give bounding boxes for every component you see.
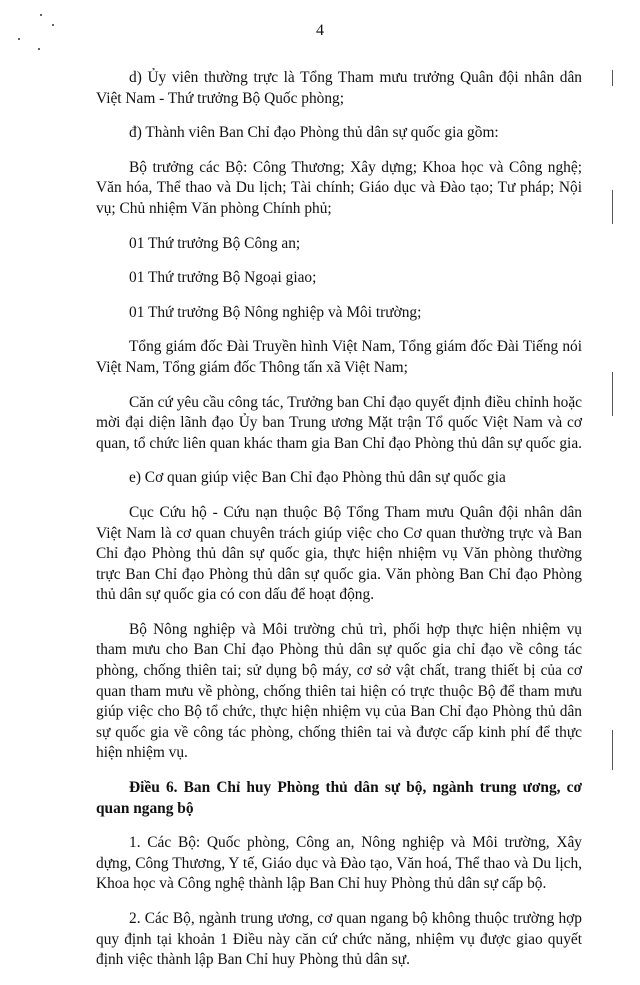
scan-speck <box>40 14 42 16</box>
article-paragraph: 2. Các Bộ, ngành trung ương, cơ quan ngang bộ không thuộc trường hợp quy định tại khoản 1 Điều này căn cứ chức năng, nhiệm vụ được giao quyết định việc thành lập Ban Chỉ huy Phòng thủ dân sự. <box>96 910 582 969</box>
scan-margin-mark <box>612 730 613 770</box>
article-heading: Điều 6. Ban Chỉ huy Phòng thủ dân sự bộ, ngành trung ương, cơ quan ngang bộ <box>96 779 582 817</box>
paragraph: 01 Thứ trưởng Bộ Công an; <box>129 234 301 252</box>
paragraph: 01 Thứ trưởng Bộ Nông nghiệp và Môi trường; <box>129 303 422 321</box>
paragraph: 01 Thứ trưởng Bộ Ngoại giao; <box>129 269 317 287</box>
paragraph: e) Cơ quan giúp việc Ban Chỉ đạo Phòng thủ dân sự quốc gia <box>129 469 506 487</box>
scan-margin-mark <box>612 190 613 224</box>
document-body <box>96 68 582 985</box>
scan-margin-mark <box>612 70 613 86</box>
paragraph: Cục Cứu hộ - Cứu nạn thuộc Bộ Tổng Tham mưu Quân đội nhân dân Việt Nam là cơ quan chuyên trách giúp việc cho Cơ quan thường trực và Ban Chỉ đạo Phòng thủ dân sự quốc gia, thực hiện nhiệm vụ Văn phòng thường trực Ban Chỉ đạo Phòng thủ dân sự quốc gia. Văn phòng Ban Chỉ đạo Phòng thủ dân sự quốc gia có con dấu để hoạt động. <box>96 503 582 604</box>
paragraph: Căn cứ yêu cầu công tác, Trưởng ban Chỉ đạo quyết định điều chỉnh hoặc mời đại diện lãnh đạo Ủy ban Trung ương Mặt trận Tổ quốc Việt Nam và cơ quan, tổ chức liên quan khác tham gia Ban Chỉ đạo Phòng thủ dân sự quốc gia. <box>96 393 582 452</box>
paragraph: d) Ủy viên thường trực là Tổng Tham mưu trưởng Quân đội nhân dân Việt Nam - Thứ trưởng Bộ Quốc phòng; <box>96 69 582 107</box>
paragraph: Bộ Nông nghiệp và Môi trường chủ trì, phối hợp thực hiện nhiệm vụ tham mưu cho Ban Chỉ đạo Phòng thủ dân sự quốc gia chỉ đạo về công tác phòng, chống thiên tai; sử dụng bộ máy, cơ sở vật chất, trang thiết bị của cơ quan tham mưu về phòng, chống thiên tai hiện có trực thuộc Bộ để tham mưu giúp việc cho Bộ tổ chức, thực hiện nhiệm vụ của Ban Chỉ đạo Phòng thủ dân sự quốc gia về công tác phòng, chống thiên tai và được cấp kinh phí để thực hiện nhiệm vụ. <box>96 620 582 762</box>
paragraph: Tổng giám đốc Đài Truyền hình Việt Nam, Tổng giám đốc Đài Tiếng nói Việt Nam, Tổng giám đốc Thông tấn xã Việt Nam; <box>96 338 582 376</box>
scan-margin-mark <box>612 372 613 416</box>
scan-speck <box>38 48 40 50</box>
article-paragraph: 1. Các Bộ: Quốc phòng, Công an, Nông nghiệp và Môi trường, Xây dựng, Công Thương, Y tế, Giáo dục và Đào tạo, Văn hoá, Thể thao và Du lịch, Khoa học và Công nghệ thành lập Ban Chỉ huy Phòng thủ dân sự cấp bộ. <box>96 834 582 893</box>
page-number: 4 <box>316 22 324 39</box>
paragraph: Bộ trưởng các Bộ: Công Thương; Xây dựng; Khoa học và Công nghệ; Văn hóa, Thể thao và Du lịch; Tài chính; Giáo dục và Đào tạo; Tư pháp; Nội vụ; Chủ nhiệm Văn phòng Chính phủ; <box>96 158 582 217</box>
paragraph: đ) Thành viên Ban Chỉ đạo Phòng thủ dân sự quốc gia gồm: <box>129 124 499 142</box>
